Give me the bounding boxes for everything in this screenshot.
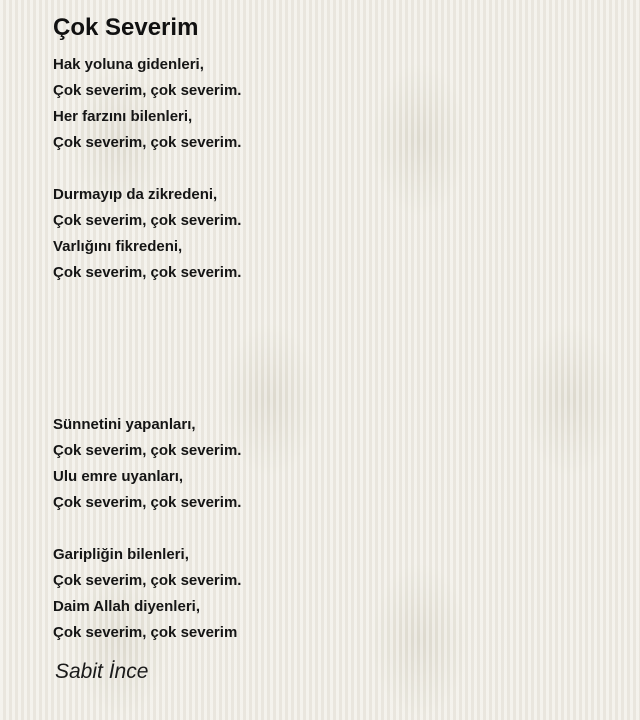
poem-line: Her farzını bilenleri, — [53, 108, 193, 125]
poem-title: Çok Severim — [53, 14, 199, 41]
poem-line: Çok severim, çok severim. — [53, 494, 242, 511]
poem-line: Çok severim, çok severim. — [53, 264, 242, 281]
poem-line: Varlığını fikredeni, — [53, 238, 183, 255]
poem-line: Hak yoluna gidenleri, — [53, 56, 204, 73]
poem-line: Sünnetini yapanları, — [53, 416, 196, 433]
poem-line: Çok severim, çok severim. — [53, 572, 242, 589]
poem-line: Çok severim, çok severim. — [53, 212, 242, 229]
poem-stanza-4 — [53, 542, 241, 646]
poem-line: Çok severim, çok severim. — [53, 134, 242, 151]
poem-line: Çok severim, çok severim. — [53, 82, 242, 99]
poem-author: Sabit İnce — [55, 660, 149, 683]
poem-line: Çok severim, çok severim. — [53, 442, 242, 459]
poem-stanza-3 — [53, 412, 241, 516]
poem-line: Daim Allah diyenleri, — [53, 598, 200, 615]
poem-line: Durmayıp da zikredeni, — [53, 186, 218, 203]
poem-line: Ulu emre uyanları, — [53, 468, 184, 485]
poem-stanza-2 — [53, 182, 241, 286]
poem-line: Çok severim, çok severim — [53, 624, 238, 641]
poem-line: Garipliğin bilenleri, — [53, 546, 189, 563]
poem-stanza-1 — [53, 52, 241, 156]
